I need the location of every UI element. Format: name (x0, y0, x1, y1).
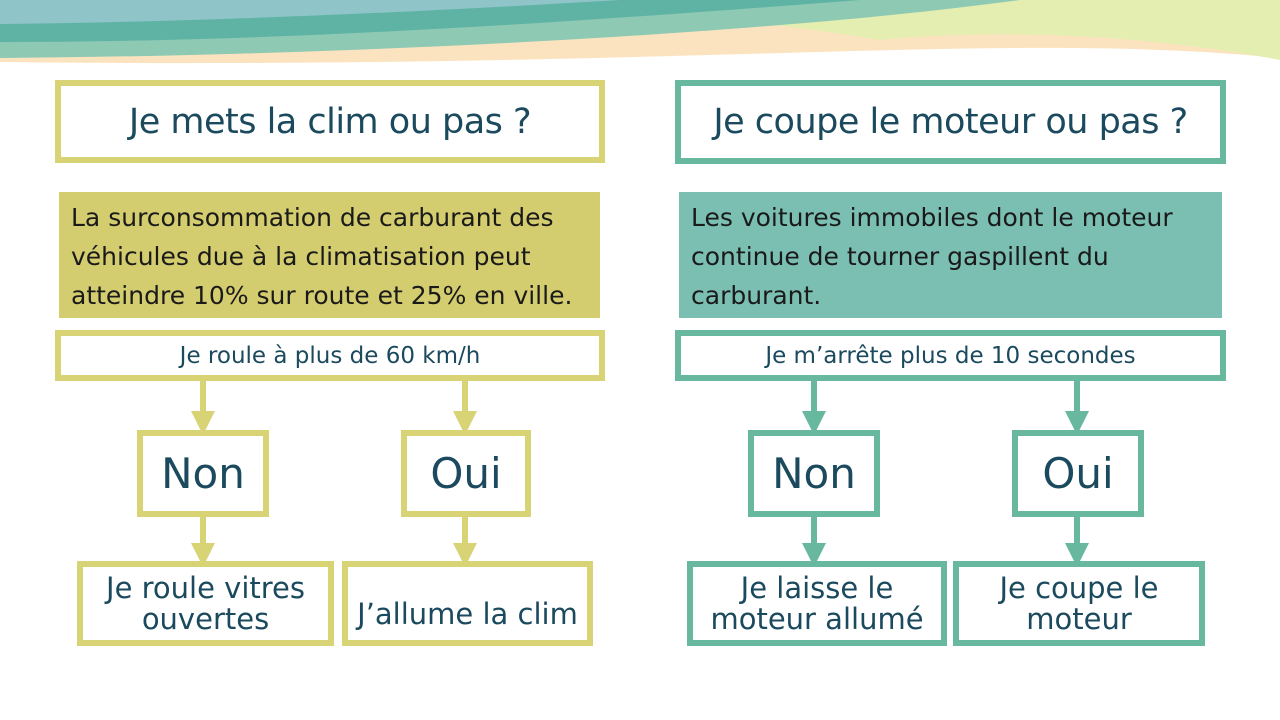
right-no-label: Non (772, 449, 856, 498)
right-yes-box (1012, 430, 1144, 517)
left-no-result-box (77, 561, 334, 646)
left-no-box (137, 430, 269, 517)
left-yes-result-box (342, 561, 593, 646)
left-yes-result: J’allume la clim (357, 597, 578, 631)
right-no-box (748, 430, 880, 517)
left-yes-box (401, 430, 531, 517)
right-info-text: Les voitures immobiles dont le moteur continue de tourner gaspillent du carburant. (691, 203, 1173, 310)
right-no-result: Je laisse le moteur allumé (710, 570, 924, 636)
right-condition: Je m’arrête plus de 10 secondes (765, 342, 1136, 369)
left-condition: Je roule à plus de 60 km/h (179, 342, 481, 369)
right-title: Je coupe le moteur ou pas ? (713, 102, 1188, 142)
left-no-label: Non (161, 449, 245, 498)
left-yes-label: Oui (430, 449, 502, 498)
left-condition-box (55, 330, 605, 381)
left-info-text: La surconsommation de carburant des véhicules due à la climatisation peut atteindre 10% sur route et 25% en ville. (71, 203, 573, 310)
right-info-box (679, 192, 1222, 318)
right-title-box (675, 80, 1226, 164)
right-yes-result-box (953, 561, 1205, 646)
left-no-result: Je roule vitres ouvertes (106, 570, 305, 636)
right-yes-label: Oui (1042, 449, 1114, 498)
right-condition-box (675, 330, 1226, 381)
left-title-box (55, 80, 605, 163)
left-info-box (59, 192, 600, 318)
header-decoration (0, 0, 1280, 80)
right-yes-result: Je coupe le moteur (999, 570, 1159, 636)
left-title: Je mets la clim ou pas ? (128, 101, 532, 142)
right-no-result-box (687, 561, 947, 646)
